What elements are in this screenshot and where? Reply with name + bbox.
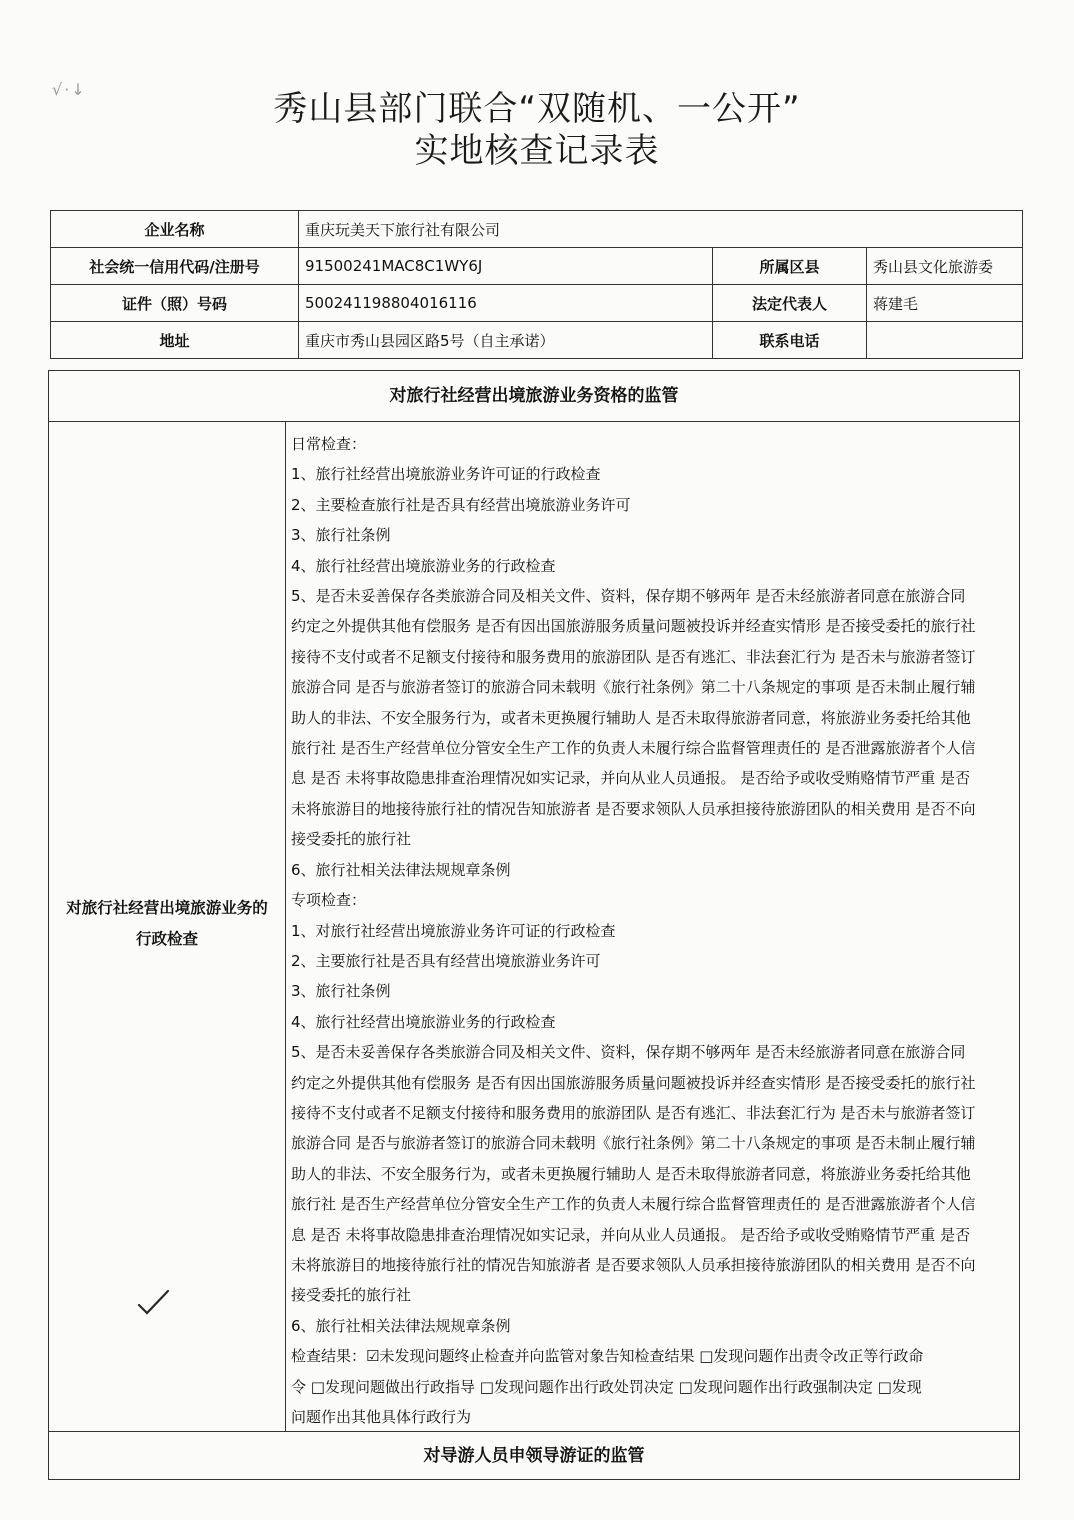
content-line: 2、主要检查旅行社是否具有经营出境旅游业务许可 (291, 495, 631, 514)
content-line: 4、旅行社经营出境旅游业务的行政检查 (291, 1012, 556, 1031)
content-line: 5、是否未妥善保存各类旅游合同及相关文件、资料，保存期不够两年 是否未经旅游者同意在旅游合同 (291, 587, 966, 606)
phone-label: 联系电话 (713, 322, 867, 359)
content-line: 1、旅行社经营出境旅游业务许可证的行政检查 (291, 465, 601, 484)
content-line: 6、旅行社相关法律法规规章条例 (291, 1316, 511, 1335)
district-label: 所属区县 (713, 248, 867, 285)
content-line: 令 □发现问题做出行政指导 □发现问题作出行政处罚决定 □发现问题作出行政强制决定 □发现 (291, 1377, 922, 1396)
title-line-1: 秀山县部门联合“双随机、一公开” (273, 89, 801, 129)
company-info-table (50, 210, 1023, 359)
content-line: 3、旅行社条例 (291, 526, 391, 545)
content-line: 问题作出其他具体行政行为 (291, 1408, 472, 1426)
phone-value (867, 322, 1023, 359)
content-line: 接待不支付或者不足额支付接待和服务费用的旅游团队 是否有逃汇、非法套汇行为 是否未与旅游者签订 (291, 647, 976, 666)
content-line: 约定之外提供其他有偿服务 是否有因出国旅游服务质量问题被投诉并经查实情形 是否接受委托的旅行社 (291, 617, 976, 636)
company-name-value: 重庆玩美天下旅行社有限公司 (299, 211, 1023, 248)
content-line: 3、旅行社条例 (291, 982, 391, 1001)
cert-number-label: 证件（照）号码 (51, 285, 299, 322)
credit-code-value: 91500241MAC8C1WY6J (299, 248, 713, 285)
next-section-header: 对导游人员申领导游证的监管 (49, 1431, 1019, 1480)
address-label: 地址 (51, 322, 299, 359)
handwritten-check-icon (137, 1289, 171, 1319)
legal-rep-value: 蒋建毛 (867, 285, 1023, 322)
content-line: 旅游合同 是否与旅游者签订的旅游合同未载明《旅行社条例》第二十八条规定的事项 是否未制止履行辅 (291, 1134, 976, 1153)
inspection-item-label-line-1: 对旅行社经营出境旅游业务的 (66, 899, 268, 917)
company-name-label: 企业名称 (51, 211, 299, 248)
inspection-item-label (49, 893, 285, 955)
content-line: 未将旅游目的地接待旅行社的情况告知旅游者 是否要求领队人员承担接待旅游团队的相关费用 是否不向 (291, 799, 976, 818)
content-line: 未将旅游目的地接待旅行社的情况告知旅游者 是否要求领队人员承担接待旅游团队的相关费用 是否不向 (291, 1255, 976, 1274)
title-line-2: 实地核查记录表 (414, 131, 660, 171)
row-cert (51, 285, 1023, 322)
row-company (51, 211, 1023, 248)
page-title (0, 88, 1074, 172)
inspection-item-label-line-2: 行政检查 (135, 930, 198, 948)
address-value: 重庆市秀山县园区路5号（自主承诺） (299, 322, 713, 359)
content-line: 旅行社 是否生产经营单位分管安全生产工作的负责人未履行综合监督管理责任的 是否泄露旅游者个人信 (291, 739, 976, 758)
district-value: 秀山县文化旅游委 (867, 248, 1023, 285)
supervision-section (48, 370, 1020, 1480)
row-credit (51, 248, 1023, 285)
legal-rep-label: 法定代表人 (713, 285, 867, 322)
content-line: 约定之外提供其他有偿服务 是否有因出国旅游服务质量问题被投诉并经查实情形 是否接受委托的旅行社 (291, 1073, 976, 1092)
left-column (49, 421, 286, 1431)
content-line: 助人的非法、不安全服务行为，或者未更换履行辅助人 是否未取得旅游者同意，将旅游业务委托给其他 (291, 708, 971, 727)
credit-code-label: 社会统一信用代码/注册号 (51, 248, 299, 285)
content-line: 息 是否 未将事故隐患排查治理情况如实记录，并向从业人员通报。 是否给予或收受贿赂情节严重 是否 (291, 1225, 971, 1244)
content-line: 助人的非法、不安全服务行为，或者未更换履行辅助人 是否未取得旅游者同意，将旅游业务委托给其他 (291, 1164, 971, 1183)
content-line: 1、对旅行社经营出境旅游业务许可证的行政检查 (291, 921, 616, 940)
corner-mark: √·↓ (52, 80, 87, 99)
content-line: 日常检查： (291, 435, 367, 453)
inspection-content (291, 429, 1015, 1432)
content-line: 息 是否 未将事故隐患排查治理情况如实记录，并向从业人员通报。 是否给予或收受贿赂情节严重 是否 (291, 769, 971, 788)
section-header: 对旅行社经营出境旅游业务资格的监管 (49, 371, 1019, 422)
content-line: 接受委托的旅行社 (291, 830, 412, 849)
content-line: 6、旅行社相关法律法规规章条例 (291, 860, 511, 879)
row-address (51, 322, 1023, 359)
content-line: 5、是否未妥善保存各类旅游合同及相关文件、资料，保存期不够两年 是否未经旅游者同意在旅游合同 (291, 1043, 966, 1062)
content-line: 4、旅行社经营出境旅游业务的行政检查 (291, 556, 556, 575)
content-line: 检查结果：☑未发现问题终止检查并向监管对象告知检查结果 □发现问题作出责令改正等行政命 (291, 1347, 924, 1366)
content-line: 接受委托的旅行社 (291, 1286, 412, 1305)
cert-number-value: 500241198804016116 (299, 285, 713, 322)
content-line: 专项检查： (291, 891, 367, 910)
content-line: 接待不支付或者不足额支付接待和服务费用的旅游团队 是否有逃汇、非法套汇行为 是否未与旅游者签订 (291, 1103, 976, 1122)
content-line: 2、主要旅行社是否具有经营出境旅游业务许可 (291, 951, 601, 970)
content-line: 旅行社 是否生产经营单位分管安全生产工作的负责人未履行综合监督管理责任的 是否泄露旅游者个人信 (291, 1195, 976, 1214)
content-line: 旅游合同 是否与旅游者签订的旅游合同未载明《旅行社条例》第二十八条规定的事项 是否未制止履行辅 (291, 678, 976, 697)
